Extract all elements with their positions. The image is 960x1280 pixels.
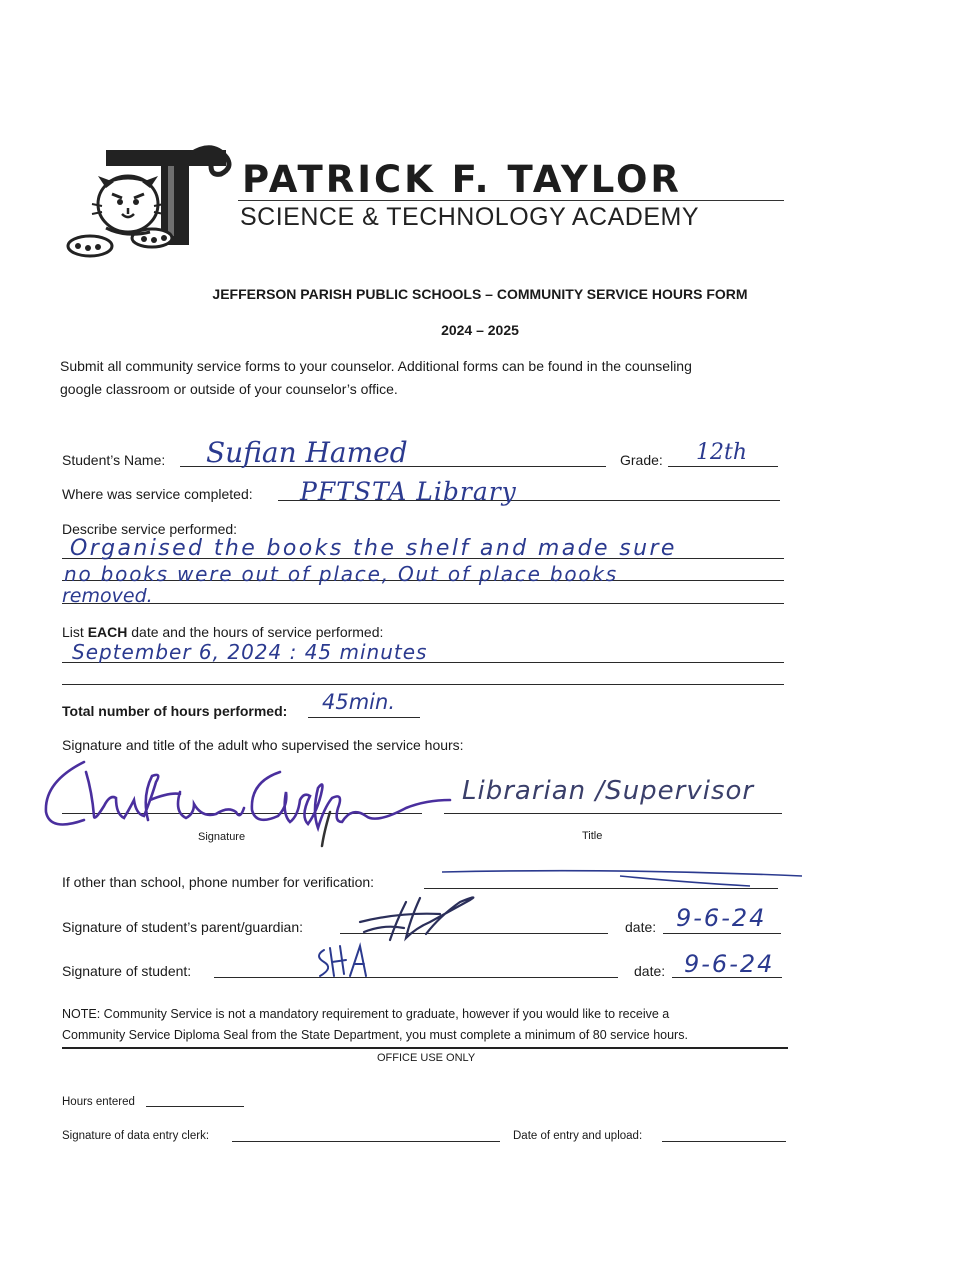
- location-value[interactable]: PFTSTA Library: [300, 477, 517, 506]
- clerk-sig-line: [232, 1141, 500, 1142]
- student-sig-line: [214, 977, 618, 978]
- dates-line-2: [62, 684, 784, 685]
- supervisor-title-value[interactable]: Librarian /Supervisor: [462, 776, 755, 806]
- parent-signature-icon: [356, 892, 496, 948]
- dates-label: [62, 624, 383, 640]
- parent-date-line: [663, 933, 781, 934]
- note-line1: [62, 1007, 669, 1021]
- describe-text-3[interactable]: removed.: [62, 585, 153, 607]
- describe-text-2[interactable]: no books were out of place, Out of place books: [64, 562, 619, 586]
- parent-signature[interactable]: [356, 892, 496, 948]
- form-title: JEFFERSON PARISH PUBLIC SCHOOLS – COMMUNITY SERVICE HOURS FORM: [212, 286, 748, 302]
- dates-entry[interactable]: September 6, 2024 : 45 minutes: [72, 640, 428, 664]
- form-year: 2024 – 2025: [441, 322, 519, 338]
- entry-date-label: Date of entry and upload:: [513, 1130, 643, 1142]
- phone-line: [424, 888, 778, 889]
- total-line: [308, 717, 420, 718]
- instructions-line1: Submit all community service forms to your counselor. Additional forms can be found in the counseling: [60, 358, 692, 374]
- instructions-line2: google classroom or outside of your counselor’s office.: [60, 381, 398, 397]
- school-subtitle: SCIENCE & TECHNOLOGY ACADEMY: [240, 203, 700, 231]
- phone-label: If other than school, phone number for verification:: [62, 874, 375, 890]
- entry-date-line: [662, 1141, 786, 1142]
- dates-label-bold: EACH: [87, 624, 128, 640]
- note-prefix: NOTE:: [62, 1007, 101, 1021]
- student-date-label: date:: [634, 963, 666, 979]
- parent-date-value[interactable]: 9-6-24: [676, 904, 767, 932]
- clerk-sig-label: Signature of data entry clerk:: [62, 1130, 210, 1142]
- student-signature-icon: [310, 942, 370, 982]
- tiger-logo: [66, 142, 238, 260]
- title-caption: Title: [582, 830, 603, 842]
- note-line2: Community Service Diploma Seal from the State Department, you must complete a minimum of 80 service hours.: [62, 1028, 688, 1042]
- describe-label: Describe service performed:: [62, 521, 238, 537]
- phone-scribble: [440, 866, 804, 888]
- describe-text-1[interactable]: Organised the books the shelf and made sure: [70, 536, 677, 561]
- note-rule: [62, 1047, 788, 1049]
- student-name-label: Student’s Name:: [62, 452, 166, 468]
- grade-label: Grade:: [620, 452, 663, 468]
- subtitle-rule: [238, 200, 784, 201]
- student-sig-label: Signature of student:: [62, 963, 192, 979]
- grade-line: [668, 466, 778, 467]
- supervisor-label: Signature and title of the adult who supervised the service hours:: [62, 737, 464, 753]
- dates-label-prefix: List: [62, 624, 88, 640]
- supervisor-signature-icon: [40, 752, 460, 852]
- parent-sig-label: Signature of student’s parent/guardian:: [62, 919, 304, 935]
- total-value[interactable]: 45min.: [322, 690, 395, 714]
- hours-entered-line: [146, 1106, 244, 1107]
- grade-value[interactable]: 12th: [696, 440, 748, 465]
- supervisor-title-line: [444, 813, 782, 814]
- describe-line-3: [62, 603, 784, 604]
- note-text-1: Community Service is not a mandatory requirement to graduate, however if you would like to receive a: [100, 1007, 670, 1021]
- hours-entered-label: Hours entered: [62, 1096, 135, 1108]
- student-name-value[interactable]: Sufian Hamed: [206, 436, 408, 469]
- school-name: PATRICK F. TAYLOR: [242, 158, 682, 201]
- supervisor-signature[interactable]: [40, 752, 460, 852]
- office-heading: OFFICE USE ONLY: [377, 1052, 476, 1064]
- parent-date-label: date:: [625, 919, 657, 935]
- total-label: Total number of hours performed:: [62, 703, 288, 719]
- tiger-logo-icon: [66, 142, 238, 260]
- signature-caption: Signature: [198, 831, 246, 843]
- student-date-value[interactable]: 9-6-24: [684, 950, 775, 978]
- student-signature[interactable]: [310, 942, 370, 982]
- location-label: Where was service completed:: [62, 486, 253, 502]
- dates-label-suffix: date and the hours of service performed:: [127, 624, 384, 640]
- phone-scribble-icon: [440, 866, 804, 888]
